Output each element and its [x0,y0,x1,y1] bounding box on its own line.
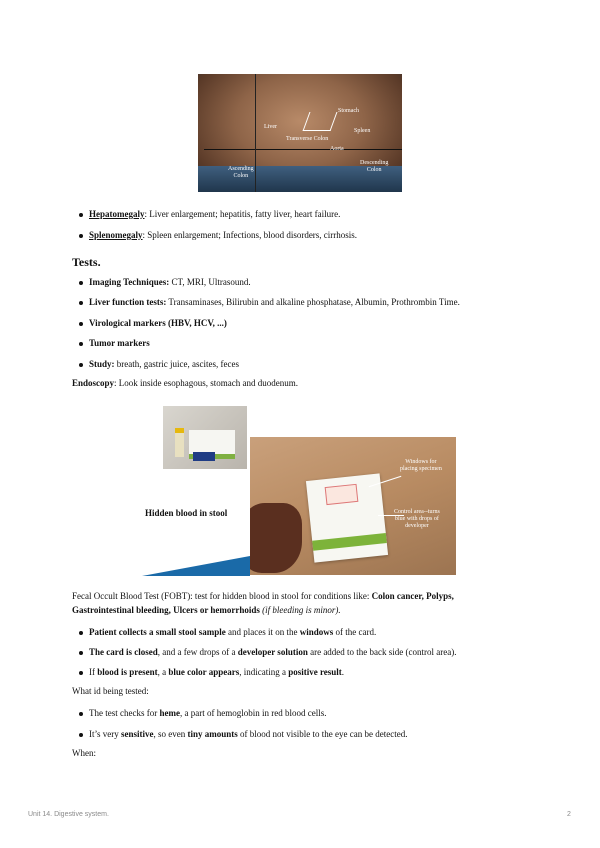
fobt-card [306,473,388,562]
label-aorta: Aorta [330,146,344,152]
bullet [79,342,83,346]
bullet [79,733,83,737]
bullet [79,651,83,655]
organ-item-splenomegaly: Splenomegaly: Spleen enlargement; Infections, blood disorders, cirrhosis. [89,230,358,240]
fobt-step-3: If blood is present, a blue color appears, indicating a positive result. [89,667,345,677]
tests-heading: Tests. [72,255,101,269]
bullet [79,301,83,305]
fobt-intro-line2: Gastrointestinal bleeding, Ulcers or hemorrhoids (if bleeding is minor). [72,605,341,615]
photo-horizontal-line [204,149,402,150]
bullet [79,322,83,326]
fobt-intro-line1: Fecal Occult Blood Test (FOBT): test for hidden blood in stool for conditions like: Colon cancer, Polyps, [72,591,454,601]
label-stomach: Stomach [338,108,359,114]
tested-item-sensitive: It’s very sensitive, so even tiny amounts of blood not visible to the eye can be detected. [89,729,408,739]
fobt-caption: Hidden blood in stool [145,508,228,518]
label-windows: Windows for placing specimen [400,459,442,472]
tested-item-heme: The test checks for heme, a part of hemoglobin in red blood cells. [89,708,327,718]
bullet [79,234,83,238]
photo-stomach-outline [303,112,338,131]
footer-unit: Unit 14. Digestive system. [28,811,109,818]
bullet [79,712,83,716]
decorative-wedge [142,556,250,576]
abdomen-photo [198,74,402,192]
label-control-area: Control area--turns blue with drops of developer [394,509,440,529]
bullet [79,671,83,675]
label-ascending-colon: Ascending Colon [228,166,254,179]
test-item-lft: Liver function tests: Transaminases, Bilirubin and alkaline phosphatase, Albumin, Prothrombin Time. [89,297,460,307]
when-heading: When: [72,748,96,758]
test-item-tumor: Tumor markers [89,338,150,348]
bullet [79,631,83,635]
test-item-viral: Virological markers (HBV, HCV, ...) [89,318,227,328]
fobt-kit-photo [163,406,247,469]
kit-card [193,452,215,461]
test-item-study: Study: breath, gastric juice, ascites, feces [89,359,239,369]
organ-item-hepatomegaly: Hepatomegaly: Liver enlargement; hepatitis, fatty liver, heart failure. [89,209,341,219]
card-stripe [312,533,387,551]
photo-vertical-line [255,74,256,192]
label-spleen: Spleen [354,128,371,134]
fobt-step-1: Patient collects a small stool sample and places it on the windows of the card. [89,627,377,637]
hand-shape [250,503,302,573]
test-item-imaging: Imaging Techniques: CT, MRI, Ultrasound. [89,277,251,287]
footer-page-number: 2 [567,811,571,818]
label-descending-colon: Descending Colon [360,160,389,173]
bullet [79,281,83,285]
kit-bottle [175,428,184,457]
fobt-step-2: The card is closed, and a few drops of a developer solution are added to the back side (control area). [89,647,457,657]
label-liver: Liver [264,124,277,130]
bullet [79,363,83,367]
tested-heading: What id being tested: [72,686,149,696]
bullet [79,213,83,217]
label-transverse-colon: Transverse Colon [286,136,329,142]
specimen-window [325,484,359,505]
endoscopy-line: Endoscopy: Look inside esophagous, stomach and duodenum. [72,378,299,388]
fobt-card-photo [250,437,456,575]
